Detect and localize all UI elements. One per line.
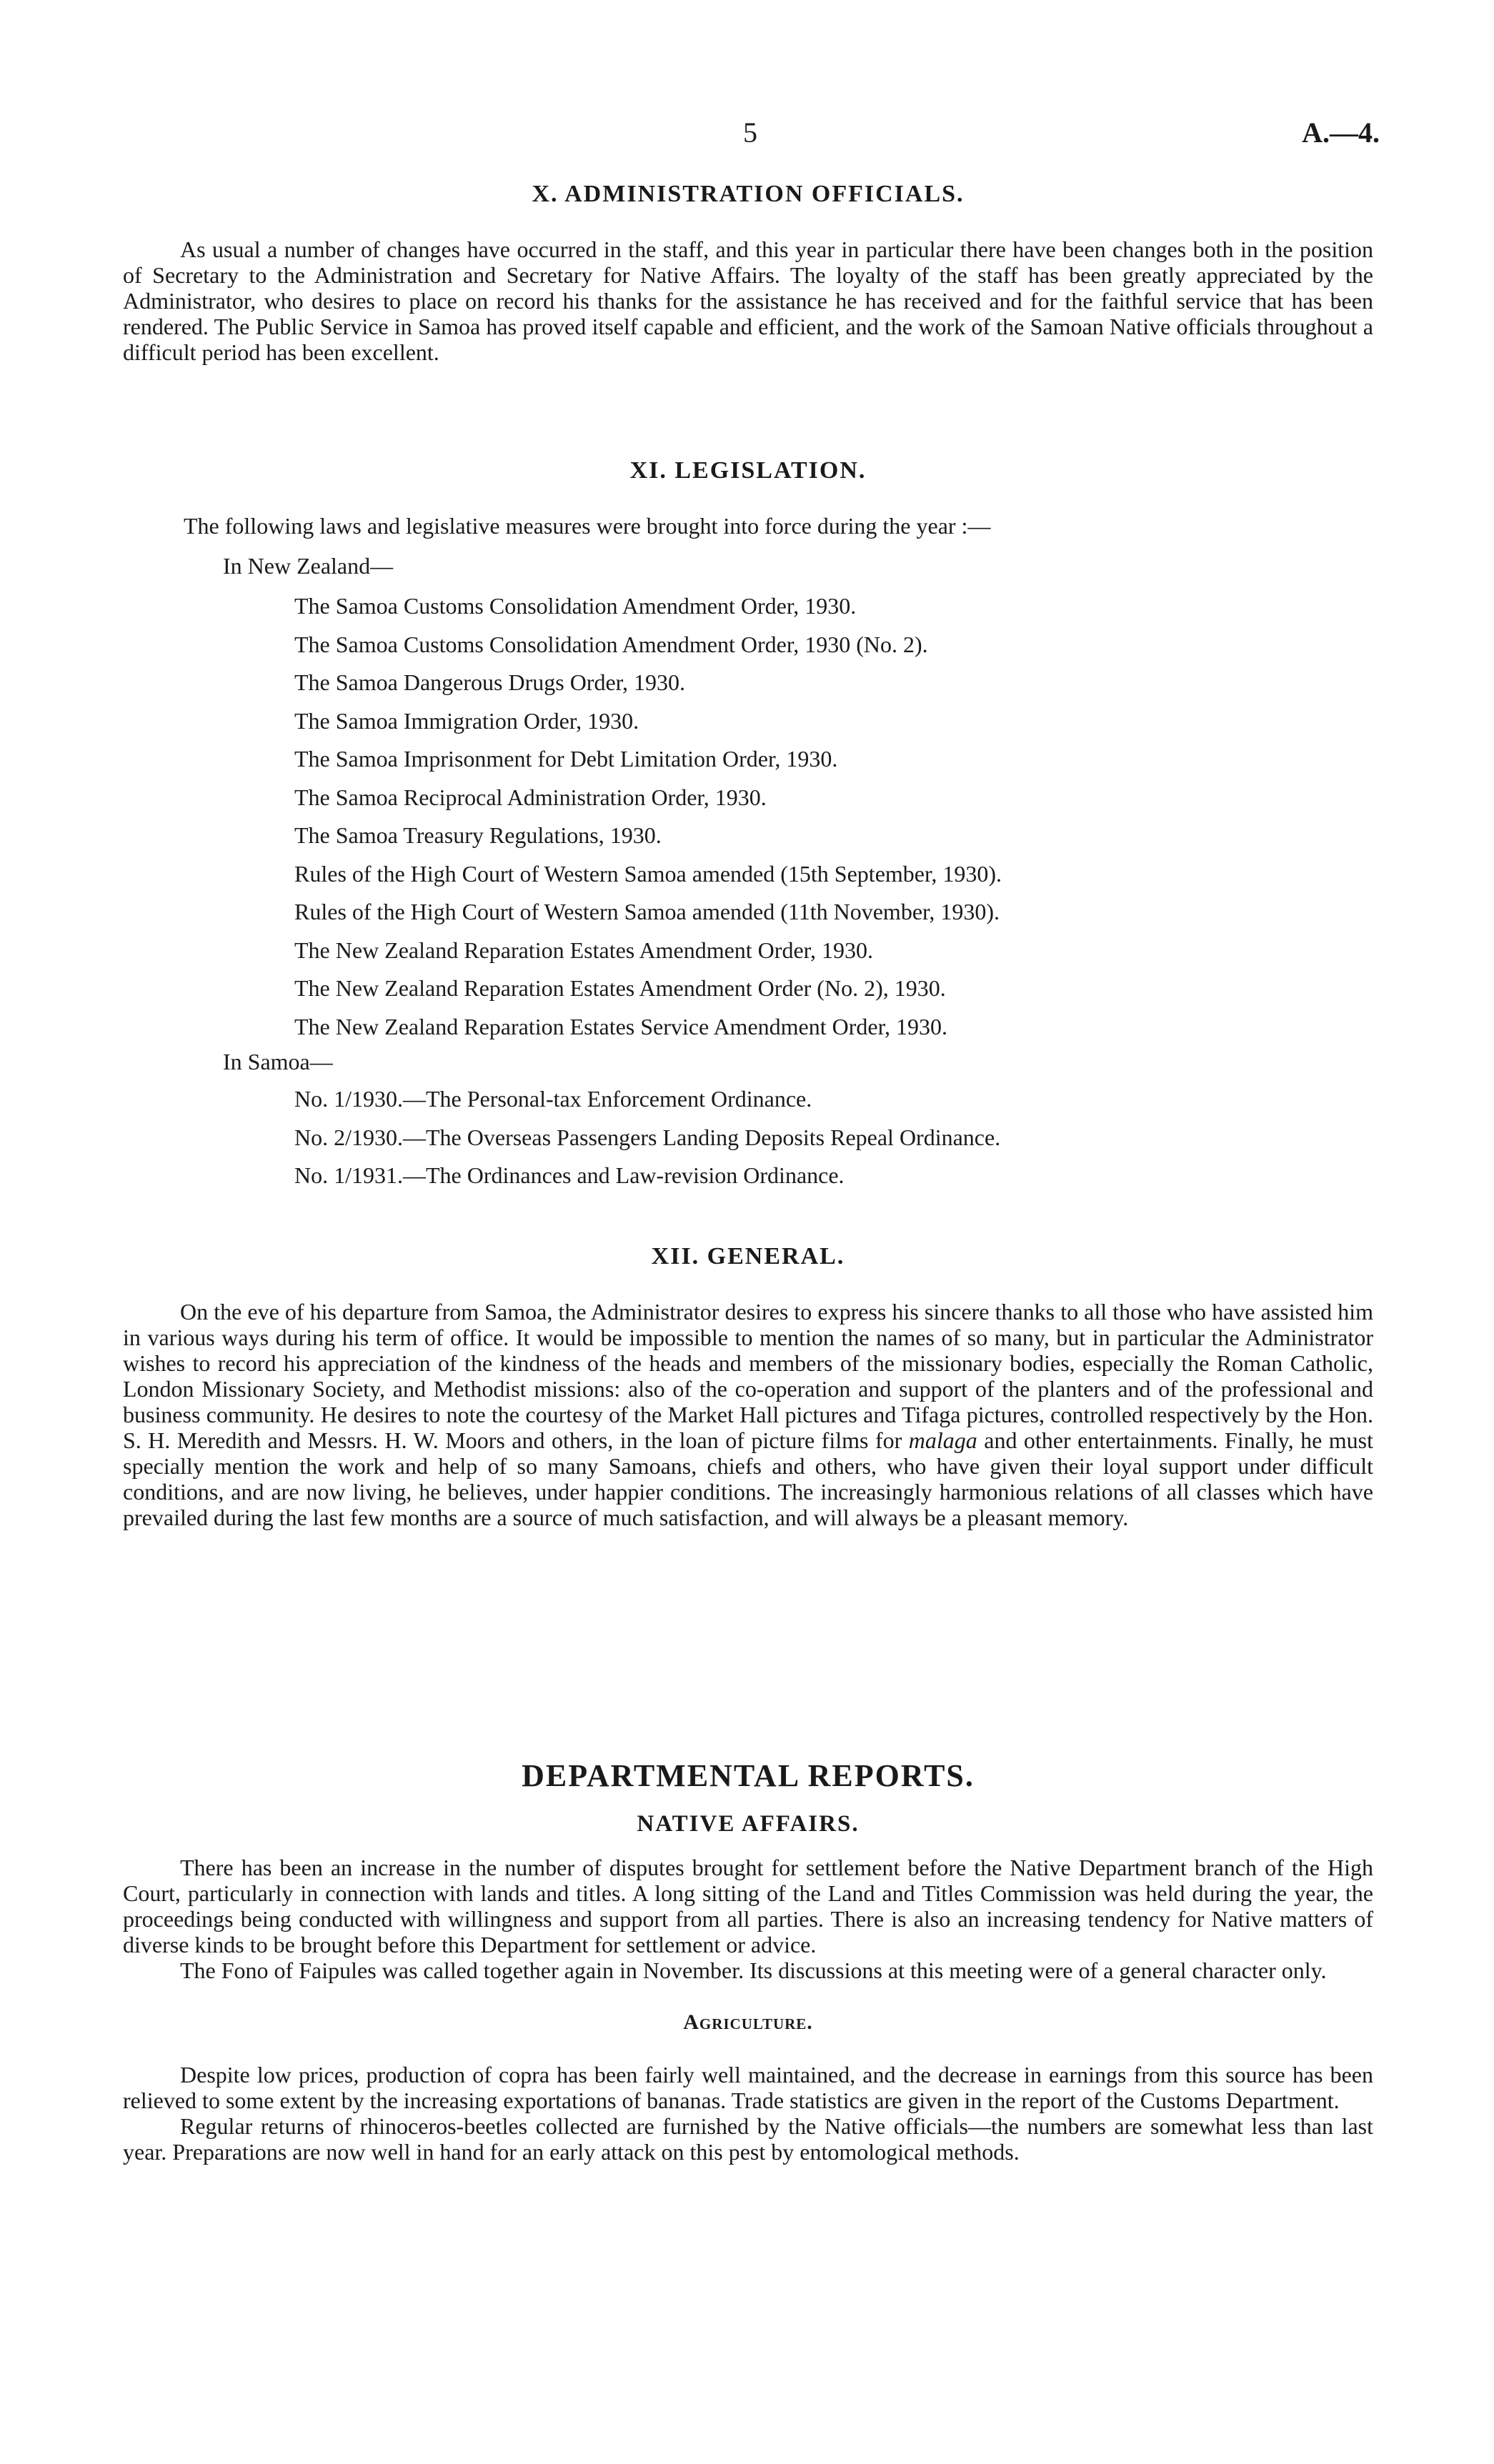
paragraph: The Fono of Faipules was called together again in November. Its discussions at this meeting were of a general character only.: [180, 1957, 1327, 1983]
list-item: The Samoa Reciprocal Administration Order, 1930.: [294, 784, 767, 810]
law-list-samoa: [294, 1080, 1373, 1195]
paragraph-text: On the eve of his departure from Samoa, the Administrator desires to express his sincere thanks to all those who have assisted him in various ways during his term of office. It would be impossible to mention the names of so many, but in particular the Administrator wishes to record his appreciation of the kindness of the heads and members of the missionary bodies, especially the Roman Catholic, London Missionary Society, and Methodist missions: also of the co-operation and support of the planters and of the professional and business community. He desires to note the courtesy of the Market Hall pictures and Tifaga pictures, controlled respectively by the Hon. S. H. Meredith and Messrs. H. W. Moors and others, in the loan of picture films for: [123, 1299, 1373, 1453]
section-legislation: [123, 457, 1373, 1195]
list-item: No. 1/1931.—The Ordinances and Law-revision Ordinance.: [294, 1162, 845, 1188]
sub-heading: Agriculture.: [683, 2010, 813, 2034]
law-list-new-zealand: [294, 587, 1373, 1046]
paragraph: [123, 1299, 1373, 1530]
sub-heading: NATIVE AFFAIRS.: [637, 1811, 860, 1837]
list-item: No. 2/1930.—The Overseas Passengers Landing Deposits Repeal Ordinance.: [294, 1124, 1001, 1150]
list-item: Rules of the High Court of Western Samoa amended (15th September, 1930).: [294, 860, 1002, 887]
section-departmental-reports: [123, 1757, 1373, 2165]
list-item: The Samoa Customs Consolidation Amendment Order, 1930 (No. 2).: [294, 631, 928, 657]
paragraph: There has been an increase in the number of disputes brought for settlement before the Native Department branch of the High Court, particularly in connection with lands and titles. A long sitting of the Land and Titles Commission was held during the year, the proceedings being conducted with willingness and support from all parties. There is also an increasing tendency for Native matters of diverse kinds to be brought before this Department for settlement or advice.: [123, 1855, 1373, 1957]
document-reference: A.—4.: [1302, 116, 1380, 149]
list-item: Rules of the High Court of Western Samoa amended (11th November, 1930).: [294, 899, 1000, 924]
group-label-samoa: In Samoa—: [223, 1049, 333, 1074]
list-item: The Samoa Immigration Order, 1930.: [294, 707, 639, 734]
section-general: [123, 1243, 1373, 1530]
paragraph: Regular returns of rhinoceros-beetles collected are furnished by the Native officials—the numbers are somewhat less than last year. Preparations are now well in hand for an early attack on this pest by entomological methods.: [123, 2113, 1373, 2165]
group-label-new-zealand: In New Zealand—: [223, 553, 394, 579]
list-item: The Samoa Customs Consolidation Amendment Order, 1930.: [294, 593, 857, 619]
list-item: The Samoa Treasury Regulations, 1930.: [294, 822, 662, 848]
paragraph: Despite low prices, production of copra has been fairly well maintained, and the decrease in earnings from this source has been relieved to some extent by the increasing exportations of bananas. Trade statistics are given in the report of the Customs Department.: [123, 2062, 1373, 2113]
list-item: The New Zealand Reparation Estates Amendment Order (No. 2), 1930.: [294, 975, 946, 1001]
paragraph: As usual a number of changes have occurred in the staff, and this year in particular there have been changes both in the position of Secretary to the Administration and Secretary for Native Affairs. The loyalty of the staff has been greatly appreciated by the Administrator, who desires to place on record his thanks for the assistance he has received and for the faithful service that has been rendered. The Public Service in Samoa has proved itself capable and efficient, and the work of the Samoan Native officials throughout a difficult period has been excellent.: [123, 236, 1373, 365]
list-item: The New Zealand Reparation Estates Service Amendment Order, 1930.: [294, 1013, 947, 1039]
list-item: The Samoa Dangerous Drugs Order, 1930.: [294, 669, 686, 695]
list-item: The New Zealand Reparation Estates Amendment Order, 1930.: [294, 937, 874, 963]
list-item: The Samoa Imprisonment for Debt Limitation Order, 1930.: [294, 746, 838, 772]
list-item: No. 1/1930.—The Personal-tax Enforcement Ordinance.: [294, 1086, 812, 1112]
paragraph-text: and other entertainments. Finally, he must specially mention the work and help of so many Samoans, chiefs and others, who have given their loyal support under difficult conditions, and are now living, he believes, under happier conditions. The increasingly harmonious relations of all classes which have prevailed during the last few months are a source of much satisfaction, and will always be a pleasant memory.: [123, 1427, 1374, 1530]
section-heading: X. ADMINISTRATION OFFICIALS.: [532, 181, 965, 207]
section-administration-officials: [123, 181, 1373, 365]
page-number: 5: [743, 116, 757, 149]
section-heading: XI. LEGISLATION.: [629, 457, 867, 484]
main-heading: DEPARTMENTAL REPORTS.: [522, 1758, 975, 1793]
section-heading: XII. GENERAL.: [651, 1243, 845, 1270]
italic-term: malaga: [908, 1427, 977, 1453]
legislation-intro: The following laws and legislative measures were brought into force during the year :—: [184, 513, 991, 539]
